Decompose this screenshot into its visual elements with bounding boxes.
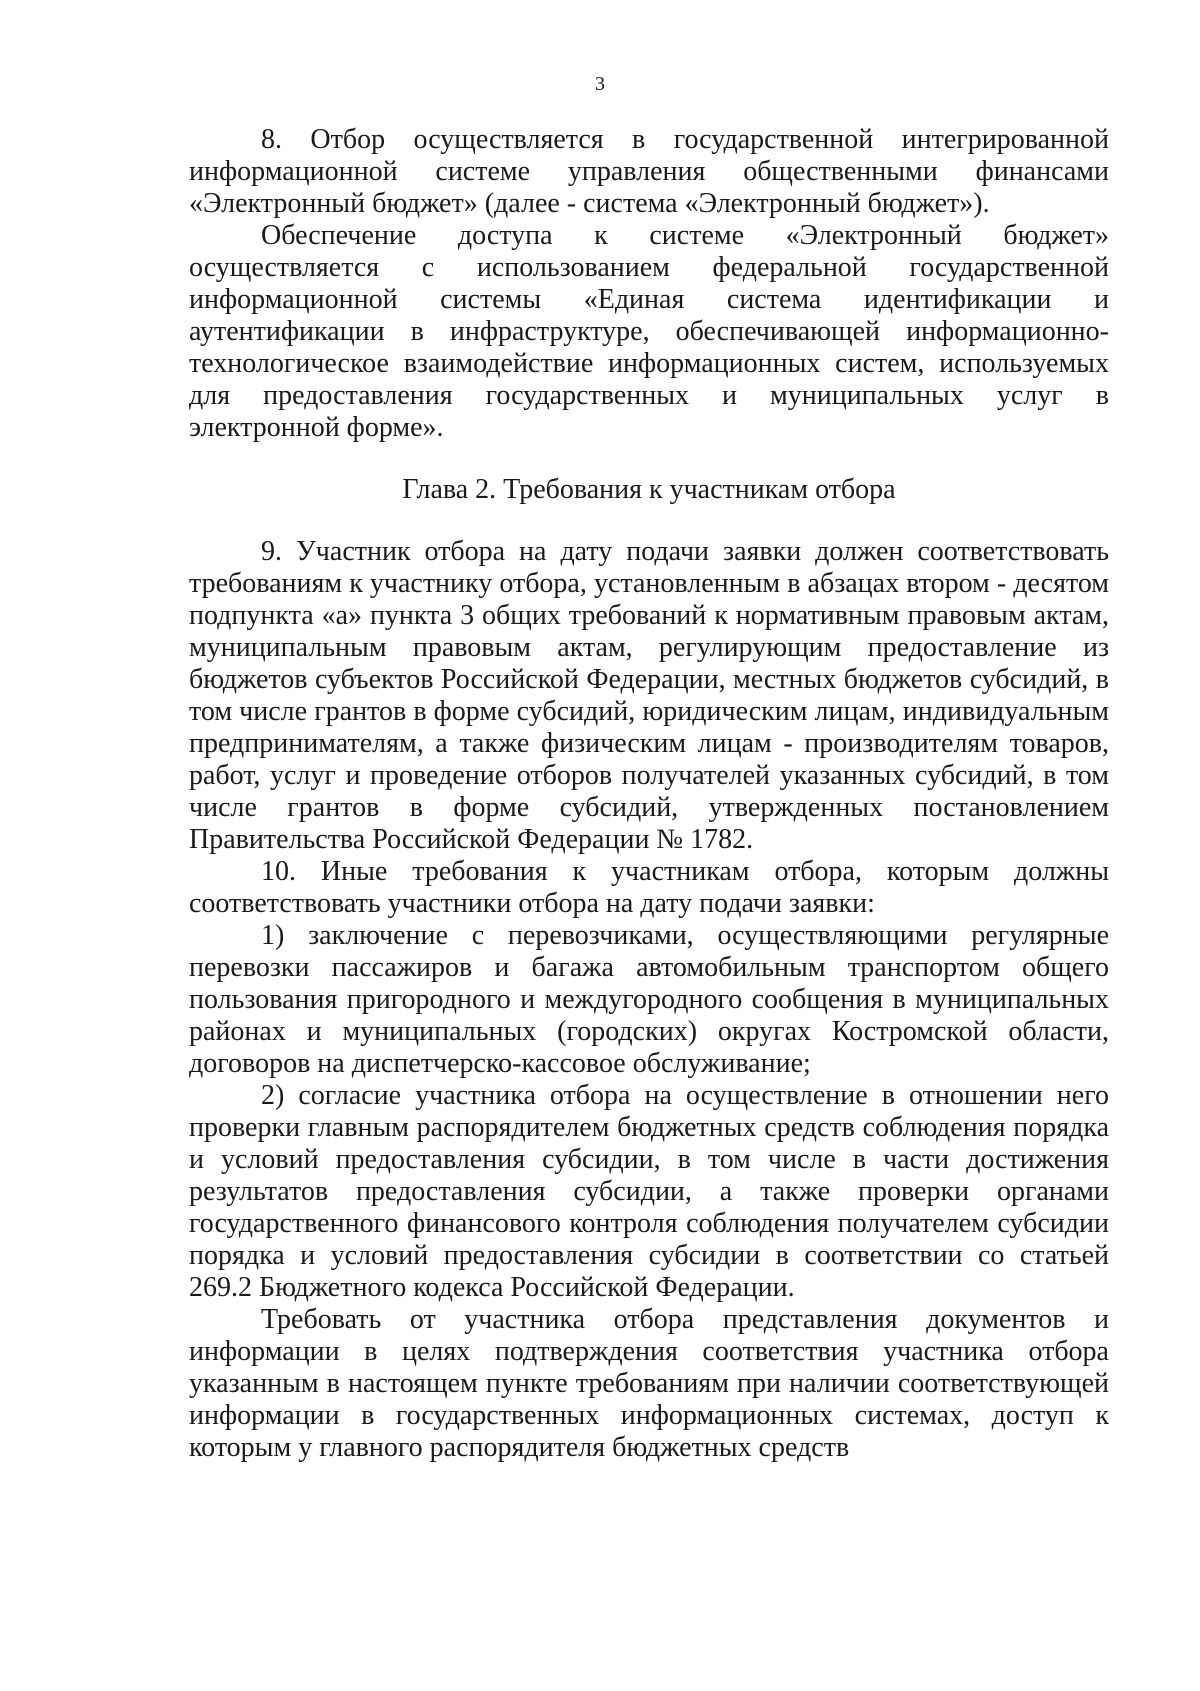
- paragraph-access: Обеспечение доступа к системе «Электронный бюджет» осуществляется с использованием федеральной государственной информационной системы «Единая система идентификации и аутентификации в инфраструктуре, обеспечивающей информационно-технологическое взаимодействие информационных систем, используемых для предоставления государственных и муниципальных услуг в электронной форме».: [189, 220, 1109, 443]
- paragraph-10: 10. Иные требования к участникам отбора, которым должны соответствовать участники отбора на дату подачи заявки:: [189, 856, 1109, 919]
- paragraph-10-item-2: 2) согласие участника отбора на осуществление в отношении него проверки главным распорядителем бюджетных средств соблюдения порядка и условий предоставления субсидии, в том числе в части достижения результатов предоставления субсидии, а также проверки органами государственного финансового контроля соблюдения получателем субсидии порядка и условий предоставления субсидии в соответствии со статьей 269.2 Бюджетного кодекса Российской Федерации.: [189, 1080, 1109, 1303]
- paragraph-requirement: Требовать от участника отбора представления документов и информации в целях подтверждения соответствия участника отбора указанным в настоящем пункте требованиям при наличии соответствующей информации в государственных информационных системах, доступ к которым у главного распорядителя бюджетных средств: [189, 1304, 1109, 1463]
- chapter-heading: Глава 2. Требования к участникам отбора: [402, 474, 896, 505]
- paragraph-8: 8. Отбор осуществляется в государственной интегрированной информационной системе управления общественными финансами «Электронный бюджет» (далее - система «Электронный бюджет»).: [189, 124, 1109, 219]
- page-number: 3: [595, 73, 605, 95]
- document-body: [189, 124, 1109, 1464]
- paragraph-10-item-1: 1) заключение с перевозчиками, осуществляющими регулярные перевозки пассажиров и багажа автомобильным транспортом общего пользования пригородного и междугородного сообщения в муниципальных районах и муниципальных (городских) округах Костромской области, договоров на диспетчерско-кассовое обслуживание;: [189, 920, 1109, 1079]
- paragraph-9: 9. Участник отбора на дату подачи заявки должен соответствовать требованиям к участнику отбора, установленным в абзацах втором - десятом подпункта «а» пункта 3 общих требований к нормативным правовым актам, муниципальным правовым актам, регулирующим предоставление из бюджетов субъектов Российской Федерации, местных бюджетов субсидий, в том числе грантов в форме субсидий, юридическим лицам, индивидуальным предпринимателям, а также физическим лицам - производителям товаров, работ, услуг и проведение отборов получателей указанных субсидий, в том числе грантов в форме субсидий, утвержденных постановлением Правительства Российской Федерации № 1782.: [189, 536, 1109, 855]
